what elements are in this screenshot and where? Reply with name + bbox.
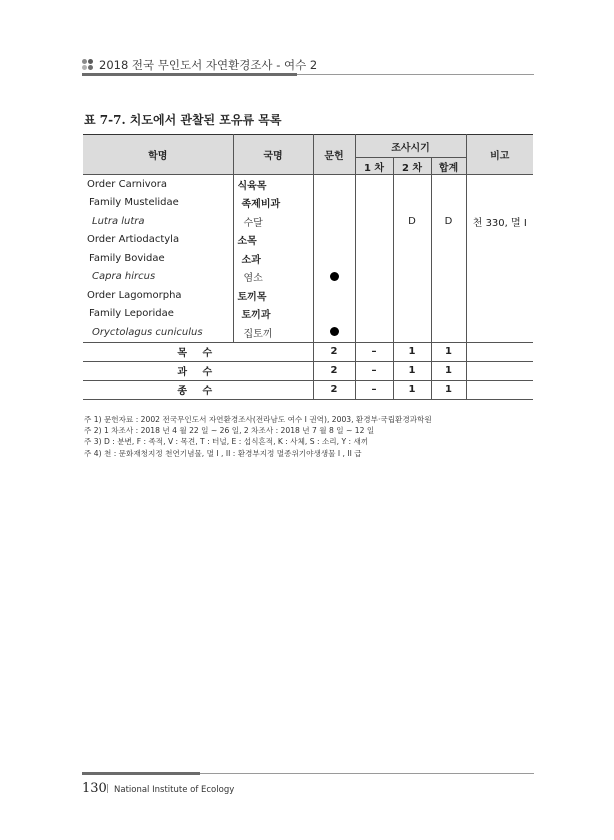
col-survey-period: 조사시기 (355, 135, 466, 158)
cell-scientific (83, 249, 233, 268)
cell-literature (313, 286, 355, 305)
cell-first (355, 305, 393, 324)
table-row (83, 305, 533, 324)
summary-label: 목 수 (83, 342, 313, 361)
cell-korean (233, 268, 313, 287)
table-notes (84, 414, 432, 459)
cell-korean (233, 305, 313, 324)
scientific-text: Order Lagomorpha (87, 289, 182, 301)
scientific-text: Family Bovidae (89, 252, 165, 264)
summary-remarks (466, 342, 533, 361)
summary-total: 1 (431, 380, 466, 399)
running-header-title: 2018 전국 무인도서 자연환경조사 - 여수 2 (99, 58, 318, 72)
footer-rule-thick (82, 772, 200, 775)
cell-scientific (83, 305, 233, 324)
cell-korean (233, 231, 313, 250)
cell-first (355, 231, 393, 250)
cell-korean (233, 249, 313, 268)
cell-first (355, 249, 393, 268)
cell-second (393, 268, 431, 287)
korean-text: 소목 (237, 236, 257, 248)
summary-literature: 2 (313, 342, 355, 361)
cell-literature (313, 249, 355, 268)
summary-row (83, 342, 533, 361)
col-total: 합계 (431, 158, 466, 175)
korean-text: 족제비과 (241, 199, 281, 211)
korean-text: 집토끼 (243, 328, 273, 340)
cell-total (431, 249, 466, 268)
cell-total (431, 323, 466, 342)
cell-literature (313, 194, 355, 213)
cell-remarks (466, 231, 533, 250)
summary-remarks (466, 380, 533, 399)
table-row (83, 212, 533, 231)
summary-first: – (355, 380, 393, 399)
note-4: 주 4) 천 : 문화재청지정 천연기념물, 멸 I , II : 환경부지정 멸종위기야생생물 I , II 급 (84, 448, 362, 458)
summary-total: 1 (431, 342, 466, 361)
remarks-text: 천 330, 멸 I (472, 217, 527, 229)
scientific-text: Order Carnivora (87, 178, 168, 190)
table-row (83, 231, 533, 250)
cell-remarks (466, 323, 533, 342)
footer-separator: | (106, 784, 110, 794)
summary-total: 1 (431, 361, 466, 380)
cell-scientific (83, 323, 233, 342)
col-scientific-name: 학명 (83, 135, 233, 175)
table-row (83, 194, 533, 213)
cell-literature (313, 268, 355, 287)
cell-literature (313, 175, 355, 194)
summary-first: – (355, 342, 393, 361)
summary-row (83, 361, 533, 380)
cell-first (355, 268, 393, 287)
page-number: 130 (82, 781, 107, 796)
korean-text: 토끼목 (237, 291, 267, 303)
cell-korean (233, 286, 313, 305)
scientific-text: Capra hircus (92, 271, 156, 283)
summary-literature: 2 (313, 361, 355, 380)
note-1: 주 1) 문헌자료 : 2002 전국무인도서 자연환경조사(전라남도 여수 I 권역), 2003, 환경부·국립환경과학원 (84, 415, 432, 424)
cell-first (355, 212, 393, 231)
table-title: 표 7-7. 치도에서 관찰된 포유류 목록 (84, 113, 282, 127)
cell-first (355, 175, 393, 194)
cell-korean (233, 175, 313, 194)
summary-literature: 2 (313, 380, 355, 399)
cell-remarks (466, 249, 533, 268)
summary-label: 과 수 (83, 361, 313, 380)
col-literature: 문헌 (313, 135, 355, 175)
cell-first (355, 194, 393, 213)
cell-first (355, 323, 393, 342)
summary-first: – (355, 361, 393, 380)
scientific-text: Lutra lutra (92, 215, 145, 227)
literature-record-dot-icon (330, 272, 339, 281)
summary-remarks (466, 361, 533, 380)
cell-scientific (83, 268, 233, 287)
mammal-table (83, 134, 533, 400)
cell-literature (313, 323, 355, 342)
total-text: D (444, 215, 453, 227)
note-3: 주 3) D : 분변, F : 족적, V : 목견, T : 터널, E : 섭식흔적, K : 사체, S : 소리, Y : 새끼 (84, 437, 369, 447)
footer-organization: National Institute of Ecology (114, 785, 235, 795)
table-row (83, 286, 533, 305)
cell-second (393, 323, 431, 342)
cell-total (431, 305, 466, 324)
scientific-text: Order Artiodactyla (87, 234, 180, 246)
col-korean-name: 국명 (233, 135, 313, 175)
cell-remarks (466, 286, 533, 305)
korean-text: 식육목 (237, 180, 267, 192)
col-second-survey: 2 차 (393, 158, 431, 175)
cell-scientific (83, 212, 233, 231)
korean-text: 토끼과 (241, 310, 271, 322)
cell-total (431, 194, 466, 213)
literature-record-dot-icon (330, 327, 339, 336)
cell-remarks (466, 194, 533, 213)
cell-scientific (83, 194, 233, 213)
table-row (83, 249, 533, 268)
note-2: 주 2) 1 차조사 : 2018 년 4 월 22 일 ~ 26 일, 2 차조사 : 2018 년 7 월 8 일 ~ 12 일 (84, 426, 375, 436)
cell-remarks (466, 305, 533, 324)
header-rule-thick (82, 73, 297, 76)
summary-label: 종 수 (83, 380, 313, 399)
korean-text: 소과 (241, 254, 261, 266)
cell-korean (233, 194, 313, 213)
cell-literature (313, 212, 355, 231)
table-row (83, 268, 533, 287)
cell-second (393, 212, 431, 231)
cell-korean (233, 323, 313, 342)
scientific-text: Family Leporidae (89, 308, 174, 320)
cell-total (431, 268, 466, 287)
cell-literature (313, 305, 355, 324)
second-text: D (408, 215, 416, 227)
scientific-text: Family Mustelidae (89, 197, 179, 209)
cell-first (355, 286, 393, 305)
cell-total (431, 286, 466, 305)
col-remarks: 비고 (466, 135, 533, 175)
header-dots-icon (82, 59, 94, 71)
summary-second: 1 (393, 342, 431, 361)
korean-text: 수달 (243, 217, 263, 229)
cell-scientific (83, 175, 233, 194)
cell-total (431, 175, 466, 194)
cell-second (393, 231, 431, 250)
cell-second (393, 175, 431, 194)
header-rule-thin (297, 74, 534, 75)
cell-second (393, 194, 431, 213)
korean-text: 염소 (243, 273, 263, 285)
col-first-survey: 1 차 (355, 158, 393, 175)
cell-total (431, 212, 466, 231)
cell-remarks (466, 212, 533, 231)
summary-row (83, 380, 533, 399)
cell-second (393, 305, 431, 324)
cell-scientific (83, 286, 233, 305)
table-row (83, 323, 533, 342)
cell-remarks (466, 175, 533, 194)
footer-rule-thin (200, 773, 534, 774)
cell-literature (313, 231, 355, 250)
scientific-text: Oryctolagus cuniculus (92, 326, 203, 338)
cell-second (393, 249, 431, 268)
cell-second (393, 286, 431, 305)
cell-scientific (83, 231, 233, 250)
cell-total (431, 231, 466, 250)
cell-remarks (466, 268, 533, 287)
cell-korean (233, 212, 313, 231)
table-row (83, 175, 533, 194)
summary-second: 1 (393, 361, 431, 380)
running-header (82, 55, 534, 75)
summary-second: 1 (393, 380, 431, 399)
